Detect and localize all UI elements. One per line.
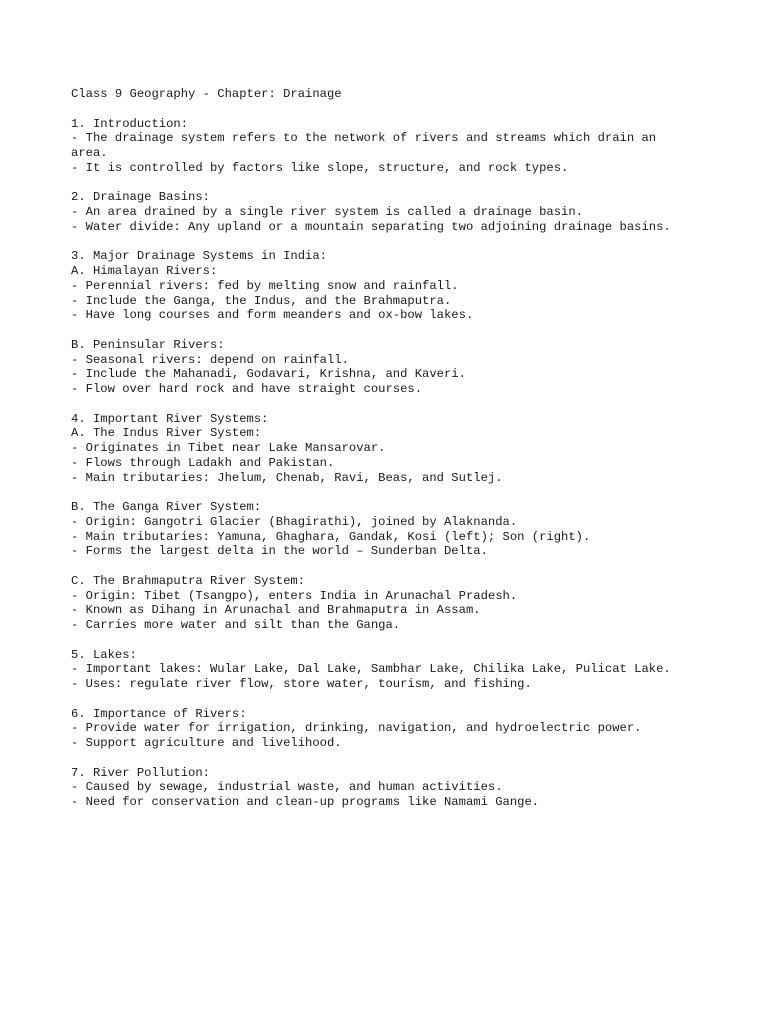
section-line: - Flows through Ladakh and Pakistan. <box>71 455 335 470</box>
subsection-heading: A. The Indus River System: <box>71 426 262 441</box>
section-line: - Uses: regulate river flow, store water, tourism, and fishing. <box>71 677 532 691</box>
section-heading: 5. Lakes: <box>71 647 137 662</box>
section-heading: 1. Introduction: <box>71 116 189 131</box>
section-peninsular-rivers <box>71 338 751 397</box>
section-line: - An area drained by a single river system is called a drainage basin. <box>71 205 583 219</box>
section-heading: 6. Importance of Rivers: <box>71 706 247 721</box>
section-line: - Include the Mahanadi, Godavari, Krishna, and Kaveri. <box>71 367 466 382</box>
section-line: - Origin: Gangotri Glacier (Bhagirathi), joined by Alaknanda. <box>71 514 518 529</box>
section-line: - Carries more water and silt than the Ganga. <box>71 618 401 632</box>
section-line: - Support agriculture and livelihood. <box>71 736 342 750</box>
section-important-river-systems <box>71 412 751 486</box>
section-lakes <box>71 648 751 692</box>
section-line: - Known as Dihang in Arunachal and Brahmaputra in Assam. <box>71 603 481 618</box>
section-importance-of-rivers <box>71 707 751 751</box>
section-line: - Caused by sewage, industrial waste, and human activities. <box>71 780 503 795</box>
section-line: - Water divide: Any upland or a mountain separating two adjoining drainage basins. <box>71 219 671 234</box>
subsection-heading: B. The Ganga River System: <box>71 500 262 514</box>
section-major-drainage-systems <box>71 249 751 323</box>
section-line: - It is controlled by factors like slope, structure, and rock types. <box>71 160 569 175</box>
section-river-pollution <box>71 766 751 810</box>
section-introduction <box>71 117 751 176</box>
section-line: - Have long courses and form meanders and ox-bow lakes. <box>71 308 474 323</box>
document-title: Class 9 Geography - Chapter: Drainage <box>71 87 342 101</box>
section-line: - Need for conservation and clean-up programs like Namami Gange. <box>71 795 540 809</box>
subsection-heading: B. Peninsular Rivers: <box>71 337 225 352</box>
section-line: - Forms the largest delta in the world – Sunderban Delta. <box>71 544 488 559</box>
section-drainage-basins <box>71 190 751 234</box>
section-heading: 2. Drainage Basins: <box>71 190 210 205</box>
document-body <box>71 87 751 810</box>
section-line: - The drainage system refers to the network of rivers and streams which drain an <box>71 131 657 146</box>
section-heading: 4. Important River Systems: <box>71 411 269 426</box>
section-line: - Main tributaries: Yamuna, Ghaghara, Gandak, Kosi (left); Son (right). <box>71 529 591 544</box>
subsection-heading: C. The Brahmaputra River System: <box>71 573 306 588</box>
section-line: - Flow over hard rock and have straight courses. <box>71 382 423 396</box>
section-line: - Important lakes: Wular Lake, Dal Lake, Sambhar Lake, Chilika Lake, Pulicat Lake. <box>71 662 671 677</box>
section-line: - Include the Ganga, the Indus, and the Brahmaputra. <box>71 293 452 308</box>
section-line: - Provide water for irrigation, drinking, navigation, and hydroelectric power. <box>71 721 642 736</box>
section-brahmaputra-river-system <box>71 574 751 633</box>
section-heading: 7. River Pollution: <box>71 765 210 780</box>
subsection-heading: A. Himalayan Rivers: <box>71 264 218 278</box>
section-line: - Perennial rivers: fed by melting snow and rainfall. <box>71 278 459 293</box>
section-line: - Seasonal rivers: depend on rainfall. <box>71 352 349 367</box>
section-line: - Originates in Tibet near Lake Mansarovar. <box>71 441 386 455</box>
section-ganga-river-system <box>71 500 751 559</box>
section-line: - Main tributaries: Jhelum, Chenab, Ravi, Beas, and Sutlej. <box>71 470 503 485</box>
section-heading: 3. Major Drainage Systems in India: <box>71 249 327 264</box>
section-line: area. <box>71 146 108 160</box>
section-line: - Origin: Tibet (Tsangpo), enters India in Arunachal Pradesh. <box>71 588 518 603</box>
